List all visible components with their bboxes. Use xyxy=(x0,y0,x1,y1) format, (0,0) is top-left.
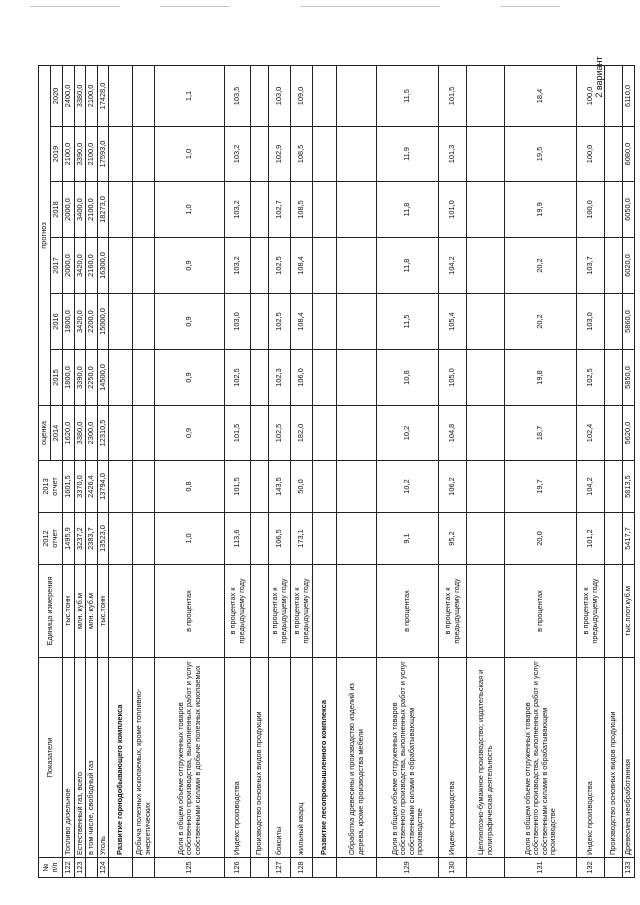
value-empty xyxy=(605,294,623,350)
value-empty xyxy=(313,461,337,513)
value-cell: 104,2 xyxy=(439,238,467,294)
unit-cell: в процентах к предыдущему году xyxy=(291,565,313,658)
header-year: 2014 xyxy=(51,406,63,461)
table-row xyxy=(74,65,86,877)
value-empty xyxy=(133,65,155,126)
subsection-title: Производство основных видов продукции xyxy=(251,658,269,858)
value-cell: 6110,0 xyxy=(623,65,635,126)
value-cell: 173,1 xyxy=(291,513,313,565)
scan-artifact-line xyxy=(300,6,440,7)
unit-empty xyxy=(313,565,337,658)
value-empty xyxy=(467,406,505,461)
value-cell: 101,5 xyxy=(225,406,251,461)
value-cell: 5850,0 xyxy=(623,350,635,406)
value-empty xyxy=(133,461,155,513)
value-empty xyxy=(109,65,133,126)
value-cell: 0,9 xyxy=(155,406,225,461)
value-empty xyxy=(337,65,377,126)
value-cell: 3420,0 xyxy=(74,294,86,350)
value-cell: 101,5 xyxy=(225,461,251,513)
subsection-row xyxy=(605,65,623,877)
variant-note-text: 2 вариант xyxy=(594,56,604,98)
table-row xyxy=(269,65,291,877)
value-empty xyxy=(313,513,337,565)
value-cell: 19,8 xyxy=(505,350,577,406)
value-empty xyxy=(251,127,269,182)
value-empty xyxy=(313,294,337,350)
unit-cell: в процентах к предыдущему году xyxy=(225,565,251,658)
row-number-empty xyxy=(109,858,133,878)
value-cell: 102,4 xyxy=(577,406,605,461)
value-empty xyxy=(337,238,377,294)
value-cell: 16300,0 xyxy=(97,238,109,294)
value-cell: 2160,0 xyxy=(86,238,98,294)
header-year: 2015 xyxy=(51,350,63,406)
value-cell: 108,4 xyxy=(291,294,313,350)
value-cell: 106,5 xyxy=(269,513,291,565)
value-cell: 3420,0 xyxy=(74,238,86,294)
table-row xyxy=(291,65,313,877)
value-cell: 102,5 xyxy=(269,238,291,294)
value-cell: 102,5 xyxy=(269,406,291,461)
value-empty xyxy=(313,65,337,126)
value-cell: 1,0 xyxy=(155,513,225,565)
value-empty xyxy=(467,461,505,513)
value-cell: 3380,0 xyxy=(74,406,86,461)
indicator-name: Доля в общем объеме отгруженных товаров собственного производства, выполненных работ и услуг собственными силами в обрабатывающем производстве xyxy=(377,658,439,858)
header-group-eval: оценка xyxy=(39,406,51,461)
value-empty xyxy=(605,182,623,238)
value-cell: 1601,5 xyxy=(63,461,75,513)
table-row xyxy=(225,65,251,877)
value-cell: 2000,0 xyxy=(63,238,75,294)
unit-cell: в процентах к предыдущему году xyxy=(269,565,291,658)
value-empty xyxy=(313,182,337,238)
value-cell: 6020,0 xyxy=(623,238,635,294)
value-empty xyxy=(133,238,155,294)
value-cell: 11,8 xyxy=(377,238,439,294)
value-empty xyxy=(133,182,155,238)
row-number: 130 xyxy=(439,858,467,878)
row-number: 125 xyxy=(155,858,225,878)
value-cell: 2200,0 xyxy=(86,294,98,350)
value-empty xyxy=(313,238,337,294)
value-cell: 20,2 xyxy=(505,238,577,294)
value-cell: 18,7 xyxy=(505,406,577,461)
unit-empty xyxy=(251,565,269,658)
value-empty xyxy=(109,127,133,182)
value-empty xyxy=(605,238,623,294)
subsection-title: Целлюлозно-бумажное производство; издательская и полиграфическая деятельность xyxy=(467,658,505,858)
indicator-name: бокситы xyxy=(269,658,291,858)
value-cell: 101,5 xyxy=(439,65,467,126)
value-cell: 3390,0 xyxy=(74,350,86,406)
table-row xyxy=(623,65,635,877)
value-cell: 105,0 xyxy=(439,350,467,406)
value-cell: 3370,0 xyxy=(74,461,86,513)
table-row xyxy=(63,65,75,877)
unit-cell: тыс.тонн xyxy=(97,565,109,658)
value-cell: 100,0 xyxy=(577,127,605,182)
unit-cell: тыс.тонн xyxy=(63,565,75,658)
indicator-name: в том числе, свободный газ xyxy=(86,658,98,858)
value-cell: 106,0 xyxy=(291,350,313,406)
value-cell: 102,5 xyxy=(225,350,251,406)
unit-cell: млн. куб.м xyxy=(86,565,98,658)
value-empty xyxy=(605,406,623,461)
value-cell: 103,5 xyxy=(225,65,251,126)
value-empty xyxy=(337,182,377,238)
value-cell: 103,2 xyxy=(225,127,251,182)
value-empty xyxy=(251,182,269,238)
header-unit: Единица измерения xyxy=(39,565,63,658)
value-cell: 11,5 xyxy=(377,65,439,126)
value-empty xyxy=(467,513,505,565)
value-cell: 3400,0 xyxy=(74,182,86,238)
value-empty xyxy=(313,127,337,182)
value-empty xyxy=(133,127,155,182)
header-indicator: Показатели xyxy=(39,658,63,858)
row-number: 131 xyxy=(505,858,577,878)
value-empty xyxy=(109,182,133,238)
value-empty xyxy=(605,461,623,513)
indicator-name: Индекс производства xyxy=(225,658,251,858)
value-empty xyxy=(605,350,623,406)
header-year: 2013 отчет xyxy=(39,461,63,513)
header-year: 2012 отчет xyxy=(39,513,63,565)
value-cell: 1800,0 xyxy=(63,350,75,406)
indicator-name: Древесина необработанная xyxy=(623,658,635,858)
value-cell: 102,5 xyxy=(577,350,605,406)
value-empty xyxy=(337,406,377,461)
row-number: 122 xyxy=(63,858,75,878)
value-cell: 2100,0 xyxy=(86,65,98,126)
value-cell: 2100,0 xyxy=(63,127,75,182)
unit-empty xyxy=(467,565,505,658)
value-cell: 1,0 xyxy=(155,182,225,238)
value-cell: 102,9 xyxy=(269,127,291,182)
table-row xyxy=(577,65,605,877)
value-cell: 2300,0 xyxy=(86,406,98,461)
table-row xyxy=(97,65,109,877)
unit-cell: в процентах xyxy=(377,565,439,658)
value-empty xyxy=(467,65,505,126)
section-row xyxy=(313,65,337,877)
unit-cell: в процентах xyxy=(505,565,577,658)
row-number: 129 xyxy=(377,858,439,878)
value-cell: 95,2 xyxy=(439,513,467,565)
value-cell: 3237,2 xyxy=(74,513,86,565)
indicator-name: Естественный газ, всего xyxy=(74,658,86,858)
value-cell: 103,0 xyxy=(577,294,605,350)
value-cell: 106,2 xyxy=(439,461,467,513)
value-empty xyxy=(251,350,269,406)
value-empty xyxy=(133,294,155,350)
header-year: 2019 xyxy=(51,127,63,182)
row-number-empty xyxy=(133,858,155,878)
value-cell: 1,1 xyxy=(155,65,225,126)
value-cell: 1495,9 xyxy=(63,513,75,565)
value-empty xyxy=(605,127,623,182)
value-cell: 18,4 xyxy=(505,65,577,126)
value-empty xyxy=(337,294,377,350)
row-number: 127 xyxy=(269,858,291,878)
scan-artifact-line xyxy=(160,6,230,7)
value-empty xyxy=(467,182,505,238)
indicators-table xyxy=(38,65,635,878)
value-cell: 10,8 xyxy=(377,350,439,406)
value-cell: 12310,5 xyxy=(97,406,109,461)
value-cell: 105,4 xyxy=(439,294,467,350)
indicator-name: Индекс производства xyxy=(577,658,605,858)
indicator-name: Доля в общем объеме отгруженных товаров собственного производства, выполненных работ и услуг собственными силами в добыче полезных ископаемых xyxy=(155,658,225,858)
value-cell: 11,5 xyxy=(377,294,439,350)
value-cell: 100,0 xyxy=(577,182,605,238)
row-number: 123 xyxy=(74,858,86,878)
value-cell: 0,9 xyxy=(155,238,225,294)
value-empty xyxy=(133,406,155,461)
value-empty xyxy=(251,513,269,565)
value-cell: 20,0 xyxy=(505,513,577,565)
value-cell: 2250,0 xyxy=(86,350,98,406)
value-cell: 11,8 xyxy=(377,182,439,238)
scan-artifact-line xyxy=(30,6,120,7)
value-cell: 101,3 xyxy=(439,127,467,182)
value-cell: 5417,7 xyxy=(623,513,635,565)
value-empty xyxy=(337,127,377,182)
subsection-row xyxy=(337,65,377,877)
table-row xyxy=(155,65,225,877)
section-title: Развитие горнодобывающего комплекса xyxy=(109,658,133,858)
unit-empty xyxy=(605,565,623,658)
value-cell: 103,2 xyxy=(225,182,251,238)
value-cell: 3380,0 xyxy=(74,65,86,126)
value-cell: 100,0 xyxy=(577,65,605,126)
value-empty xyxy=(467,127,505,182)
value-cell: 1800,0 xyxy=(63,294,75,350)
row-number-empty xyxy=(313,858,337,878)
value-empty xyxy=(251,406,269,461)
value-empty xyxy=(467,294,505,350)
value-cell: 182,0 xyxy=(291,406,313,461)
subsection-row xyxy=(133,65,155,877)
value-empty xyxy=(337,513,377,565)
table-row xyxy=(439,65,467,877)
value-empty xyxy=(313,406,337,461)
value-empty xyxy=(251,238,269,294)
row-number: 132 xyxy=(577,858,605,878)
indicator-name: Доля в общем объеме отгруженных товаров собственного производства, выполненных работ и услуг собственными силами в обрабатывающем производстве xyxy=(505,658,577,858)
value-cell: 0,9 xyxy=(155,294,225,350)
value-cell: 2100,0 xyxy=(86,127,98,182)
section-row xyxy=(109,65,133,877)
value-cell: 104,8 xyxy=(439,406,467,461)
value-cell: 19,9 xyxy=(505,182,577,238)
subsection-title: Добыча полезных ископаемых, кроме топливно-энергетических xyxy=(133,658,155,858)
value-cell: 5813,5 xyxy=(623,461,635,513)
value-cell: 102,3 xyxy=(269,350,291,406)
value-cell: 13794,0 xyxy=(97,461,109,513)
value-cell: 19,5 xyxy=(505,127,577,182)
value-empty xyxy=(337,350,377,406)
unit-cell: млн. куб.м xyxy=(74,565,86,658)
subsection-title: Обработка древесины и производство изделий из дерева, кроме производства мебели xyxy=(337,658,377,858)
value-empty xyxy=(109,350,133,406)
header-year: 2017 xyxy=(51,238,63,294)
value-empty xyxy=(109,461,133,513)
value-empty xyxy=(133,513,155,565)
row-number: 126 xyxy=(225,858,251,878)
unit-cell: тыс.плот.куб.м xyxy=(623,565,635,658)
indicator-name: Топливо дизельное xyxy=(63,658,75,858)
value-empty xyxy=(251,65,269,126)
value-cell: 0,9 xyxy=(155,350,225,406)
value-cell: 18273,0 xyxy=(97,182,109,238)
value-cell: 10,2 xyxy=(377,406,439,461)
value-cell: 108,5 xyxy=(291,127,313,182)
row-number xyxy=(86,858,98,878)
row-number: 124 xyxy=(97,858,109,878)
subsection-title: Производство основных видов продукции xyxy=(605,658,623,858)
value-cell: 15000,0 xyxy=(97,294,109,350)
value-cell: 108,4 xyxy=(291,238,313,294)
row-number-empty xyxy=(605,858,623,878)
value-cell: 14500,0 xyxy=(97,350,109,406)
value-cell: 101,2 xyxy=(577,513,605,565)
section-title: Развитие лесопромышленного комплекса xyxy=(313,658,337,858)
value-cell: 103,0 xyxy=(269,65,291,126)
value-cell: 2100,0 xyxy=(86,182,98,238)
row-number-empty xyxy=(251,858,269,878)
table-header-row xyxy=(39,65,51,877)
value-cell: 1620,0 xyxy=(63,406,75,461)
value-empty xyxy=(337,461,377,513)
value-empty xyxy=(109,294,133,350)
row-number-empty xyxy=(467,858,505,878)
header-group-forecast: прогноз xyxy=(39,65,51,405)
value-cell: 19,7 xyxy=(505,461,577,513)
value-cell: 103,2 xyxy=(225,238,251,294)
header-year: 2016 xyxy=(51,294,63,350)
value-cell: 102,7 xyxy=(269,182,291,238)
unit-cell: в процентах к предыдущему году xyxy=(577,565,605,658)
unit-empty xyxy=(337,565,377,658)
value-cell: 2426,4 xyxy=(86,461,98,513)
table-row xyxy=(86,65,98,877)
value-cell: 10,2 xyxy=(377,461,439,513)
value-empty xyxy=(467,238,505,294)
table-row xyxy=(377,65,439,877)
value-cell: 113,6 xyxy=(225,513,251,565)
value-cell: 17428,0 xyxy=(97,65,109,126)
header-year: 2018 xyxy=(51,182,63,238)
value-cell: 109,0 xyxy=(291,65,313,126)
unit-cell: в процентах xyxy=(155,565,225,658)
scan-artifact-line xyxy=(500,6,560,7)
value-empty xyxy=(605,513,623,565)
value-cell: 9,1 xyxy=(377,513,439,565)
value-cell: 2383,7 xyxy=(86,513,98,565)
value-empty xyxy=(467,350,505,406)
value-cell: 102,5 xyxy=(269,294,291,350)
value-empty xyxy=(109,513,133,565)
row-number-empty xyxy=(337,858,377,878)
row-number: 133 xyxy=(623,858,635,878)
value-cell: 3390,0 xyxy=(74,127,86,182)
value-empty xyxy=(133,350,155,406)
value-empty xyxy=(251,294,269,350)
table-row xyxy=(505,65,577,877)
header-year: 2020 xyxy=(51,65,63,126)
value-cell: 5620,0 xyxy=(623,406,635,461)
value-cell: 5860,0 xyxy=(623,294,635,350)
value-cell: 20,2 xyxy=(505,294,577,350)
value-cell: 1,0 xyxy=(155,127,225,182)
value-cell: 103,0 xyxy=(225,294,251,350)
value-cell: 108,5 xyxy=(291,182,313,238)
unit-empty xyxy=(133,565,155,658)
value-empty xyxy=(109,238,133,294)
unit-cell: в процентах к предыдущему году xyxy=(439,565,467,658)
unit-empty xyxy=(109,565,133,658)
value-cell: 11,9 xyxy=(377,127,439,182)
value-cell: 2000,0 xyxy=(63,182,75,238)
value-cell: 104,2 xyxy=(577,461,605,513)
value-cell: 6050,0 xyxy=(623,182,635,238)
indicator-name: Индекс производства xyxy=(439,658,467,858)
indicator-name: жильный кварц xyxy=(291,658,313,858)
value-cell: 143,5 xyxy=(269,461,291,513)
value-cell: 50,0 xyxy=(291,461,313,513)
header-no: № п/п xyxy=(39,858,63,878)
value-cell: 17593,0 xyxy=(97,127,109,182)
subsection-row xyxy=(467,65,505,877)
row-number: 128 xyxy=(291,858,313,878)
value-cell: 13523,0 xyxy=(97,513,109,565)
table-body xyxy=(63,65,635,877)
value-cell: 103,7 xyxy=(577,238,605,294)
value-cell: 2400,0 xyxy=(63,65,75,126)
subsection-row xyxy=(251,65,269,877)
value-empty xyxy=(313,350,337,406)
value-empty xyxy=(109,406,133,461)
indicator-name: Уголь xyxy=(97,658,109,858)
value-empty xyxy=(251,461,269,513)
value-cell: 0,8 xyxy=(155,461,225,513)
value-empty xyxy=(605,65,623,126)
value-cell: 6080,0 xyxy=(623,127,635,182)
value-cell: 101,0 xyxy=(439,182,467,238)
